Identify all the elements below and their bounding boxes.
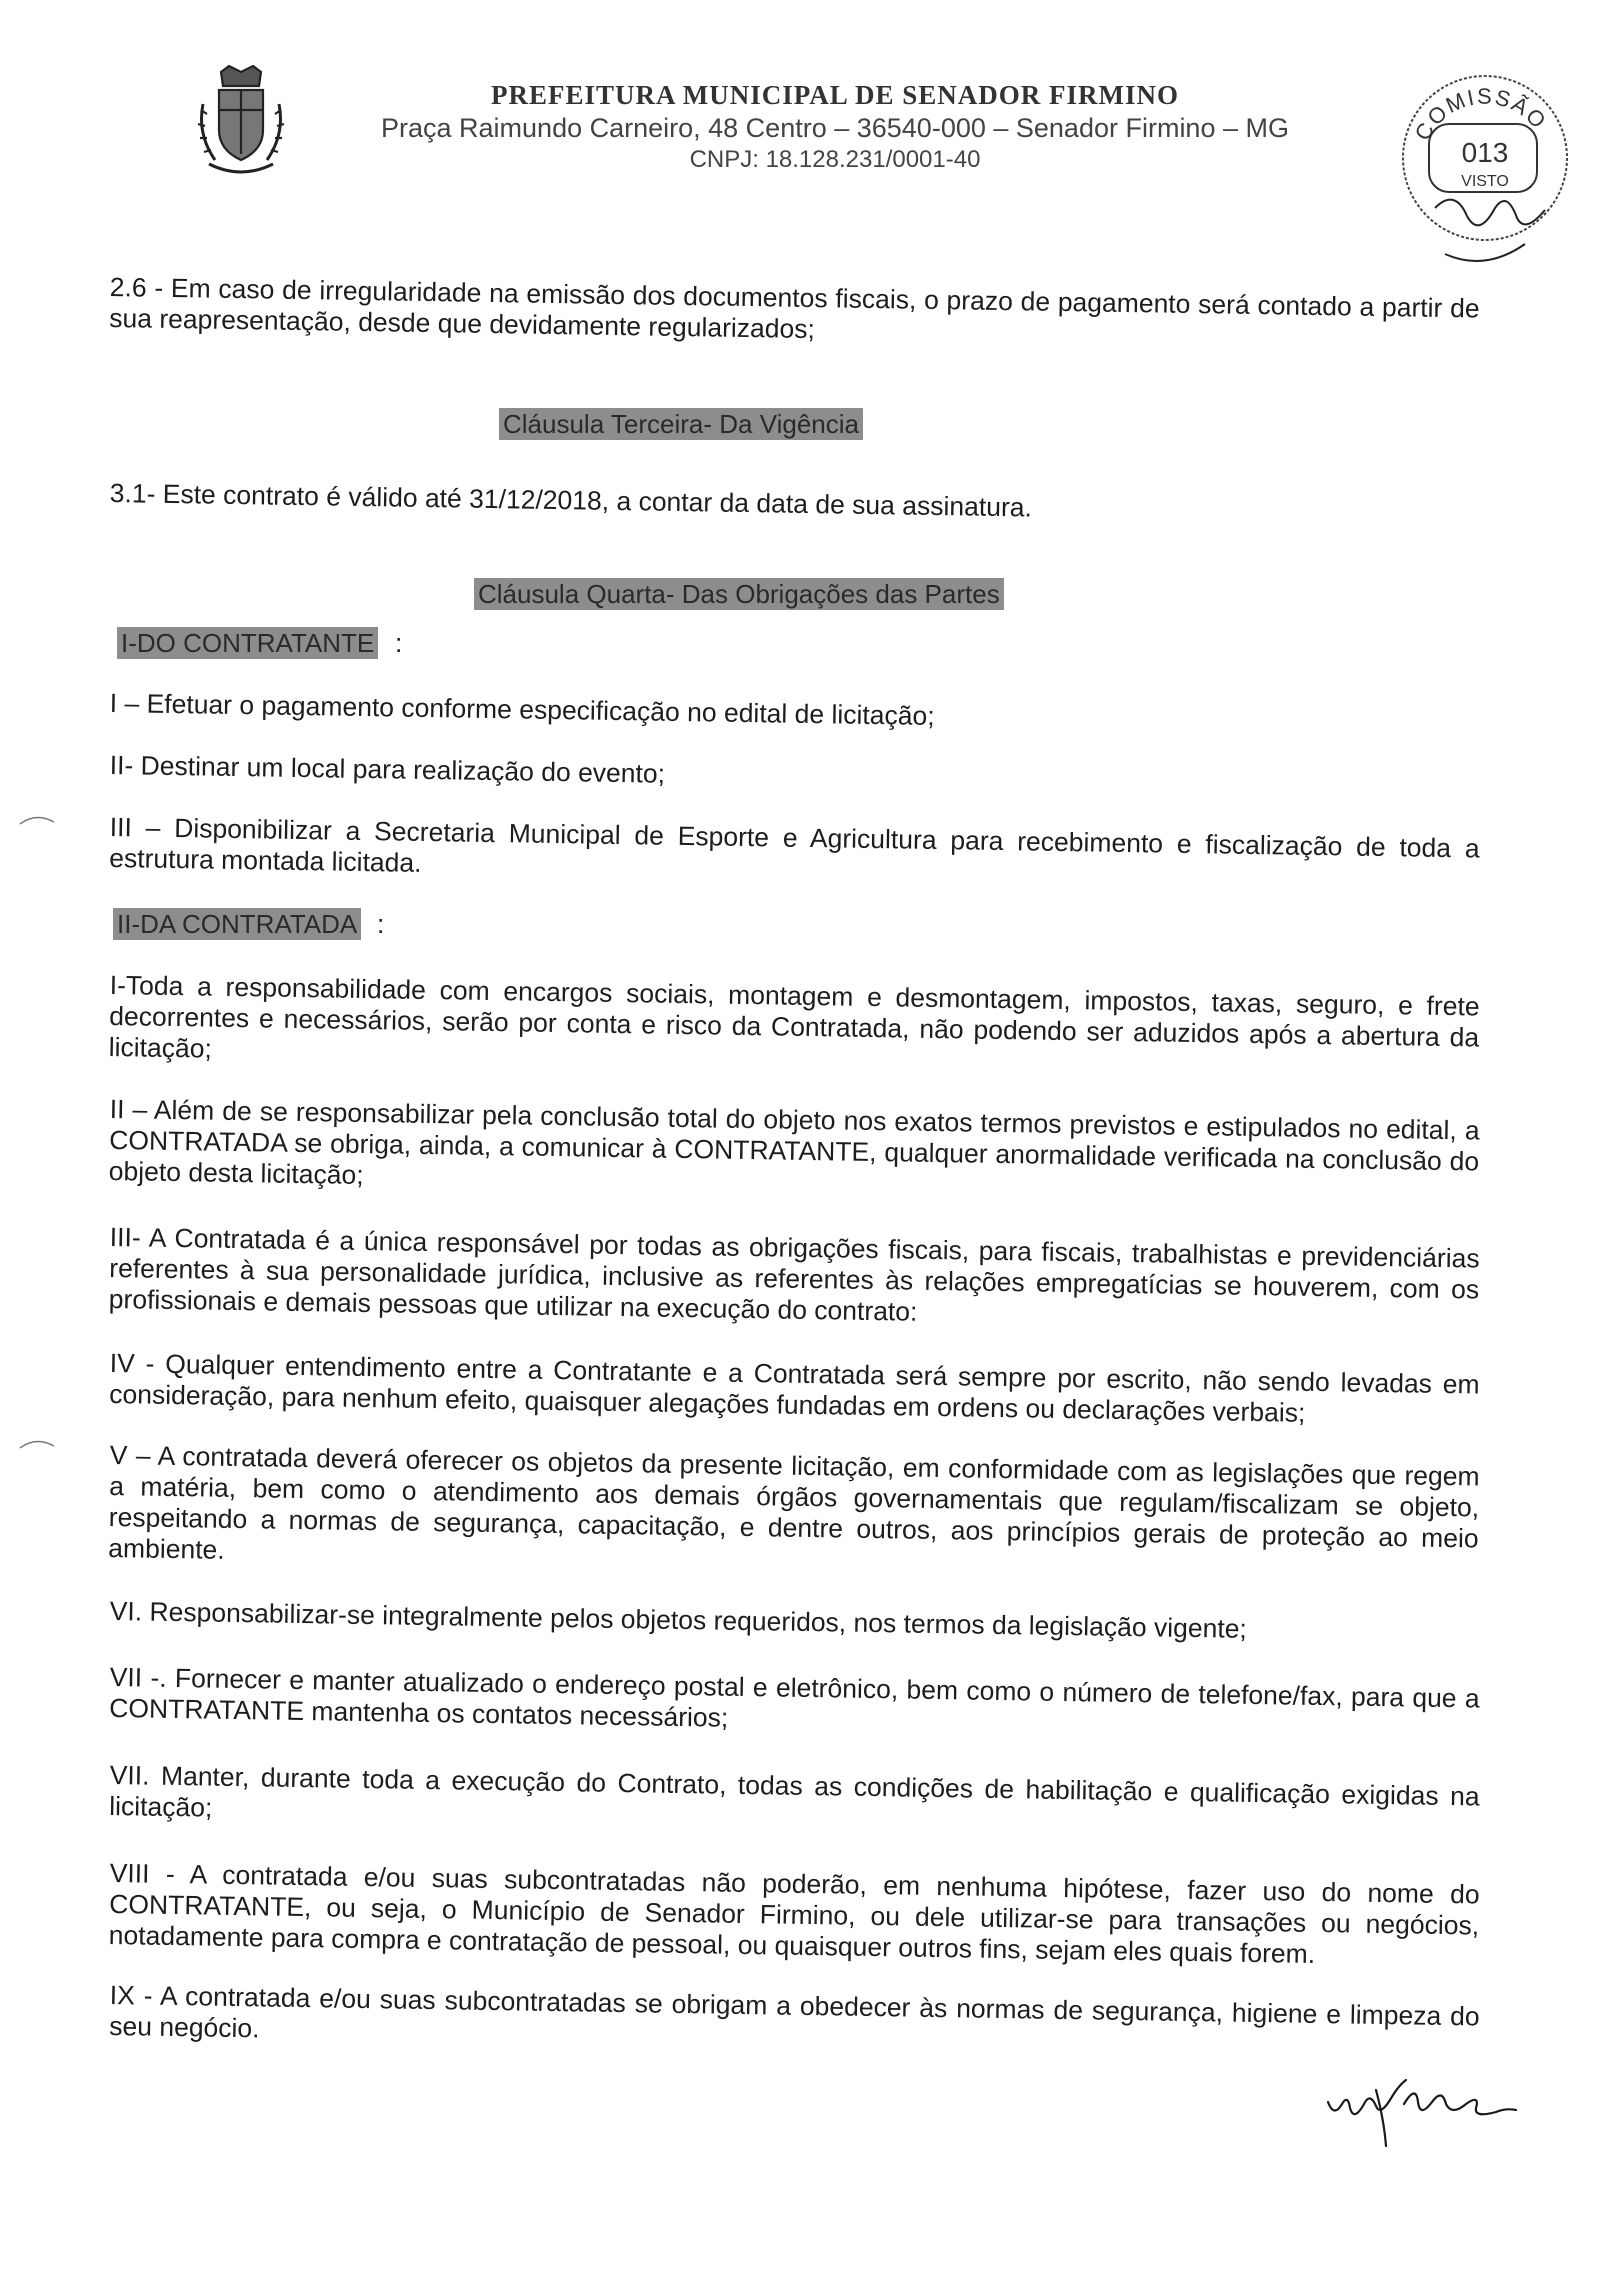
contratada-item-10: IX - A contratada e/ou suas subcontratadas se obrigam a obedecer às normas de segurança, higiene e limpeza do seu negócio. [109, 1980, 1480, 2044]
contratante-colon: : [395, 628, 403, 658]
contratada-item-2: II – Além de se responsabilizar pela conclusão total do objeto nos exatos termos previstos e estipulados no edital, a CONTRATADA se obriga, ainda, a comunicar à CONTRATANTE, qualquer anormalidade verificada na conclusão do objeto desta licitação; [108, 1094, 1480, 1190]
contratada-item-9: VIII - A contratada e/ou suas subcontratadas não poderão, em nenhuma hipótese, fazer uso do nome do CONTRATANTE, ou seja, o Município de Senador Firmino, ou dele utilizar-se para transações ou negócios, notadamente para compra e contratação de pessoal, ou quaisquer outros fins, sejam eles quais forem. [108, 1858, 1480, 1969]
signature [1320, 2060, 1520, 2150]
letterhead [300, 80, 1370, 174]
clause-3-heading: Cláusula Terceira- Da Vigência [499, 408, 863, 440]
stamp-number: 013 [1461, 137, 1509, 168]
contratada-item-1: I-Toda a responsabilidade com encargos sociais, montagem e desmontagem, impostos, taxas, seguro, e frete decorrentes e necessários, serão por conta e risco da Contratada, não podendo ser aduzidos após a abertura da licitação; [108, 970, 1480, 1064]
contratante-item-2: II- Destinar um local para realização do evento; [109, 750, 666, 789]
letterhead-cnpj: CNPJ: 18.128.231/0001-40 [689, 146, 981, 173]
commission-stamp [1395, 58, 1575, 278]
letterhead-address: Praça Raimundo Carneiro, 48 Centro – 36540-000 – Senador Firmino – MG [381, 113, 1289, 143]
contratada-item-3: III- A Contratada é a única responsável por todas as obrigações fiscais, para fiscais, trabalhistas e previdenciárias referentes à sua personalidade jurídica, inclusive as referentes às relações empregatícias se houverem, com os profissionais e demais pessoas que utilizar na execução do contrato: [108, 1222, 1480, 1327]
clause-2-6: 2.6 - Em caso de irregularidade na emissão dos documentos fiscais, o prazo de pagamento será contado a partir de sua reapresentação, desde que devidamente regularizados; [109, 272, 1480, 345]
contratante-item-1: I – Efetuar o pagamento conforme especificação no edital de licitação; [109, 688, 935, 731]
contratante-heading: I-DO CONTRATANTE [117, 627, 378, 659]
contratada-item-4: IV - Qualquer entendimento entre a Contratante e a Contratada será sempre por escrito, não sendo levadas em consideração, para nenhum efeito, quaisquer alegações fundadas em ordens ou declarações verbais; [109, 1348, 1480, 1428]
contratante-item-3: III – Disponibilizar a Secretaria Municipal de Esporte e Agricultura para recebimento e fiscalização de toda a estrutura montada licitada. [109, 812, 1480, 878]
clause-3-1: 3.1- Este contrato é válido até 31/12/2018, a contar da data de sua assinatura. [109, 478, 1033, 523]
contratada-item-6: VI. Responsabilizar-se integralmente pelos objetos requeridos, nos termos da legislação vigente; [109, 1596, 1248, 1644]
scan-mark [18, 1436, 58, 1450]
contratada-colon: : [377, 909, 385, 939]
contratada-item-8: VII. Manter, durante toda a execução do Contrato, todas as condições de habilitação e qualificação exigidas na licitação; [109, 1760, 1480, 1823]
letterhead-org: PREFEITURA MUNICIPAL DE SENADOR FIRMINO [490, 80, 1180, 110]
contratada-item-7: VII -. Fornecer e manter atualizado o endereço postal e eletrônico, bem como o número de telefone/fax, para que a CONTRATANTE mantenha os contatos necessários; [109, 1662, 1480, 1733]
contratada-heading: II-DA CONTRATADA [113, 908, 361, 940]
clause-4-heading: Cláusula Quarta- Das Obrigações das Partes [474, 578, 1004, 610]
scan-mark [18, 812, 58, 826]
stamp-visto: VISTO [1461, 173, 1509, 190]
contratada-item-5: V – A contratada deverá oferecer os objetos da presente licitação, em conformidade com as legislações que regem a matéria, bem como o atendimento aos demais órgãos governamentais que regulam/fiscalizam se objeto, respeitando a normas de segurança, capacitação, e dentre outros, aos princípios gerais de proteção ao meio ambiente. [108, 1440, 1480, 1565]
municipal-crest-icon [193, 64, 289, 180]
stamp-top-text: COMISSÃO [1409, 83, 1553, 145]
